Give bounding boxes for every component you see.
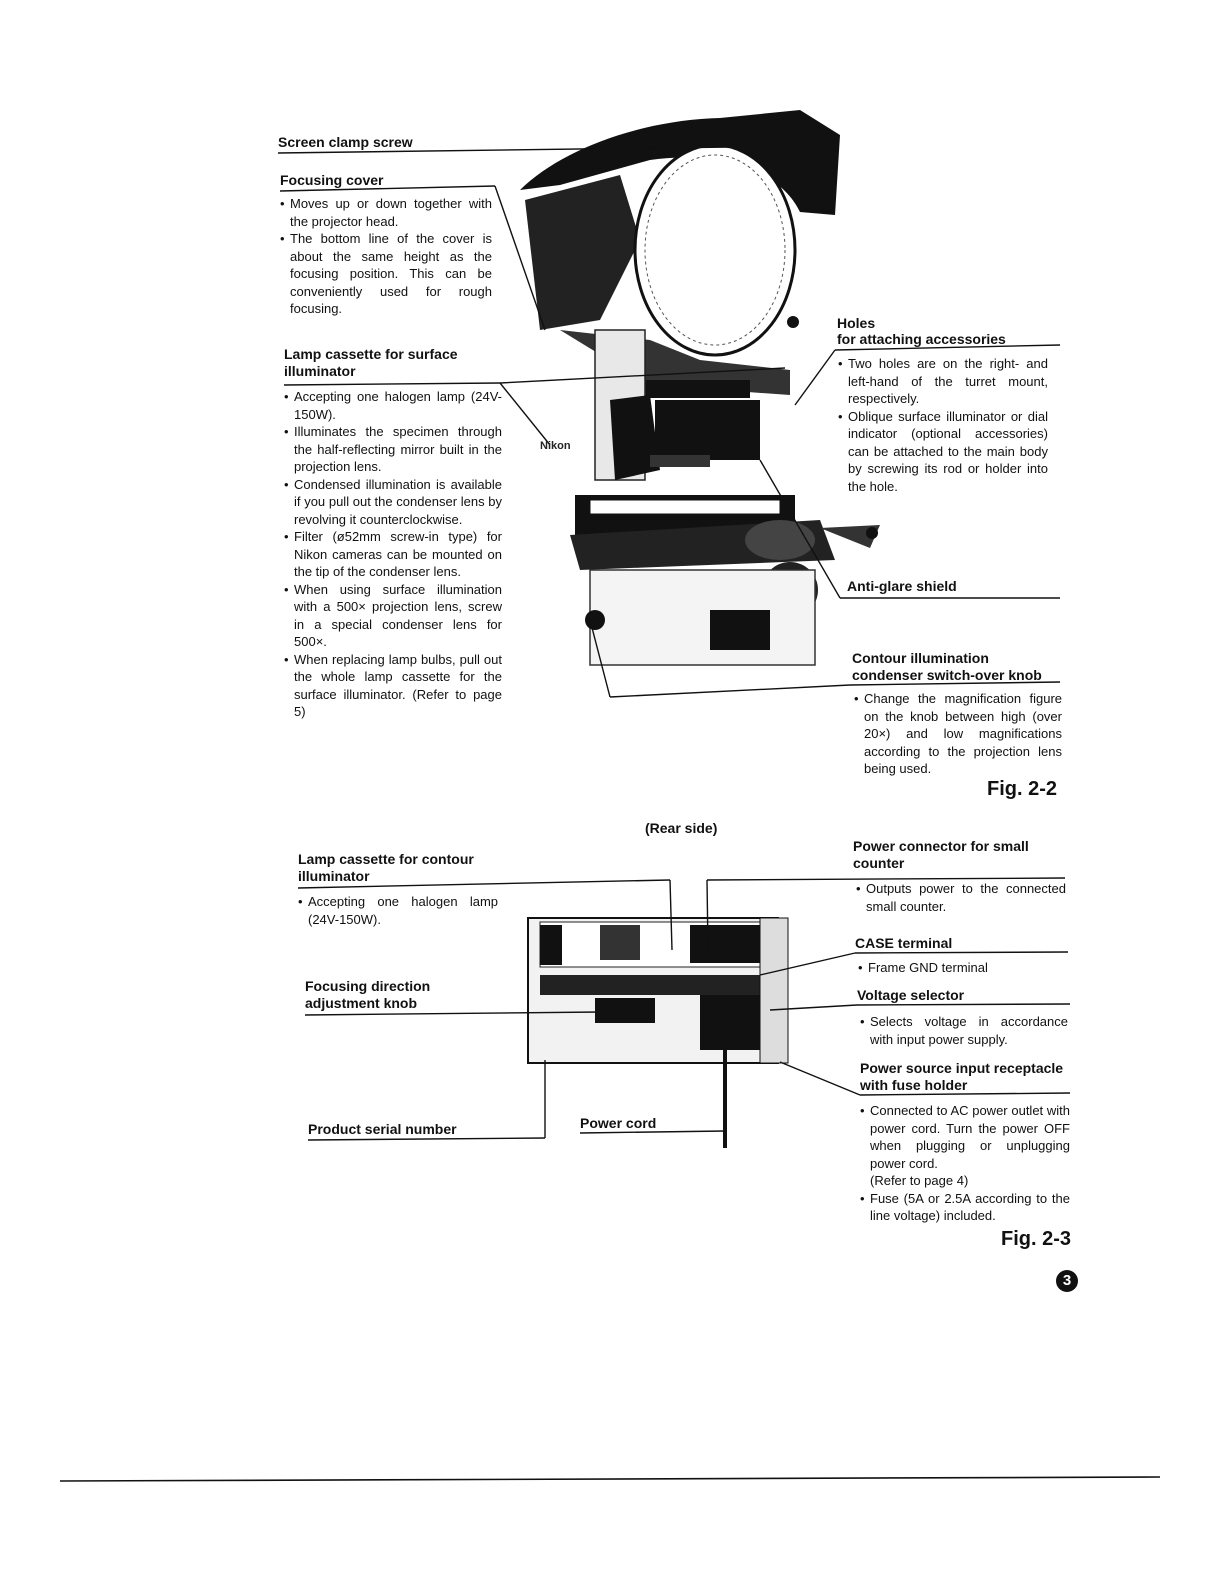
- contour-switch-title: Contour illumination condenser switch-over knob: [852, 650, 1042, 683]
- contour-switch-desc: [854, 690, 1062, 778]
- holes-bullet: • Two holes are on the right- and left-hand of the turret mount, respectively.: [838, 355, 1048, 408]
- focusing-cover-title: Focusing cover: [280, 172, 384, 188]
- lamp-surface-bullet: • Accepting one halogen lamp (24V-150W).: [284, 388, 502, 423]
- figure-label-2-3: Fig. 2-3: [1001, 1228, 1072, 1250]
- power-counter-bullet: • Outputs power to the connected small counter.: [856, 880, 1066, 915]
- projection-screen: [635, 145, 795, 355]
- page-number-badge: 3: [1056, 1270, 1078, 1292]
- focusing-direction-title: Focusing direction adjustment knob: [305, 978, 431, 1011]
- case-terminal-bullet: • Frame GND terminal: [858, 959, 1068, 977]
- power-connector-counter-title: Power connector for small counter: [853, 838, 1029, 871]
- page-bottom-rule: [60, 1477, 1160, 1481]
- case-terminal-desc: [858, 959, 1068, 977]
- lamp-cassette-surface-desc: [284, 388, 502, 721]
- power-connector-counter-desc: [856, 880, 1066, 915]
- power-input-bullet-text: Connected to AC power outlet with power cord. Turn the power OFF when plugging or unplugging power cord.: [870, 1103, 1070, 1171]
- power-input-bullet: [860, 1102, 1070, 1190]
- lamp-cassette-contour-title: Lamp cassette for contour illuminator: [298, 851, 474, 884]
- voltage-selector-bullet: • Selects voltage in accordance with input power supply.: [860, 1013, 1068, 1048]
- product-serial-title: Product serial number: [308, 1121, 457, 1137]
- holes-title-line1: Holes: [837, 315, 876, 331]
- focusing-cover-desc: [280, 195, 492, 318]
- holes-title-line2: for attaching accessories: [837, 331, 1006, 347]
- rear-side-caption: (Rear side): [645, 820, 718, 836]
- lamp-surface-bullet: • Illuminates the specimen through the half-reflecting mirror built in the projection lens.: [284, 423, 502, 476]
- rear-side-illustration: [528, 918, 788, 1148]
- contour-switch-bullet: • Change the magnification figure on the knob between high (over 20×) and low magnifications according to the projection lens being used.: [854, 690, 1062, 778]
- power-input-title: Power source input receptacle with fuse holder: [860, 1060, 1064, 1093]
- profile-projector-illustration: [520, 110, 880, 665]
- anti-glare-shield-title: Anti-glare shield: [847, 578, 957, 594]
- figure-label-2-2: Fig. 2-2: [987, 778, 1058, 800]
- lamp-cassette-surface-title: Lamp cassette for surface illuminator: [284, 346, 458, 379]
- lamp-contour-bullet: • Accepting one halogen lamp (24V-150W).: [298, 893, 498, 928]
- holes-bullet: • Oblique surface illuminator or dial indicator (optional accessories) can be attached to the main body by screwing its rod or holder into the hole.: [838, 408, 1048, 496]
- lamp-surface-bullet: • Filter (ø52mm screw-in type) for Nikon cameras can be mounted on the tip of the condenser lens.: [284, 528, 502, 581]
- nikon-logo-text: Nikon: [540, 440, 571, 452]
- power-input-bullet: • Fuse (5A or 2.5A according to the line voltage) included.: [860, 1190, 1070, 1225]
- focusing-cover-bullet: • The bottom line of the cover is about the same height as the focusing position. This can be conveniently used for rough focusing.: [280, 230, 492, 318]
- case-terminal-title: CASE terminal: [855, 935, 953, 951]
- lamp-cassette-contour-desc: [298, 893, 498, 928]
- lamp-surface-bullet: • Condensed illumination is available if you pull out the condenser lens by revolving it counterclockwise.: [284, 476, 502, 529]
- lamp-surface-bullet: • When replacing lamp bulbs, pull out the whole lamp cassette for the surface illuminator. (Refer to page 5): [284, 651, 502, 721]
- power-input-refer: (Refer to page 4): [870, 1173, 969, 1188]
- power-cord-title: Power cord: [580, 1115, 657, 1131]
- screen-clamp-screw-title: Screen clamp screw: [278, 134, 413, 150]
- voltage-selector-title: Voltage selector: [857, 987, 965, 1003]
- power-input-desc: [860, 1102, 1070, 1225]
- holes-desc: [838, 355, 1048, 495]
- focusing-cover-bullet: • Moves up or down together with the projector head.: [280, 195, 492, 230]
- lamp-surface-bullet: • When using surface illumination with a 500× projection lens, screw in a special condenser lens for 500×.: [284, 581, 502, 651]
- voltage-selector-desc: [860, 1013, 1068, 1048]
